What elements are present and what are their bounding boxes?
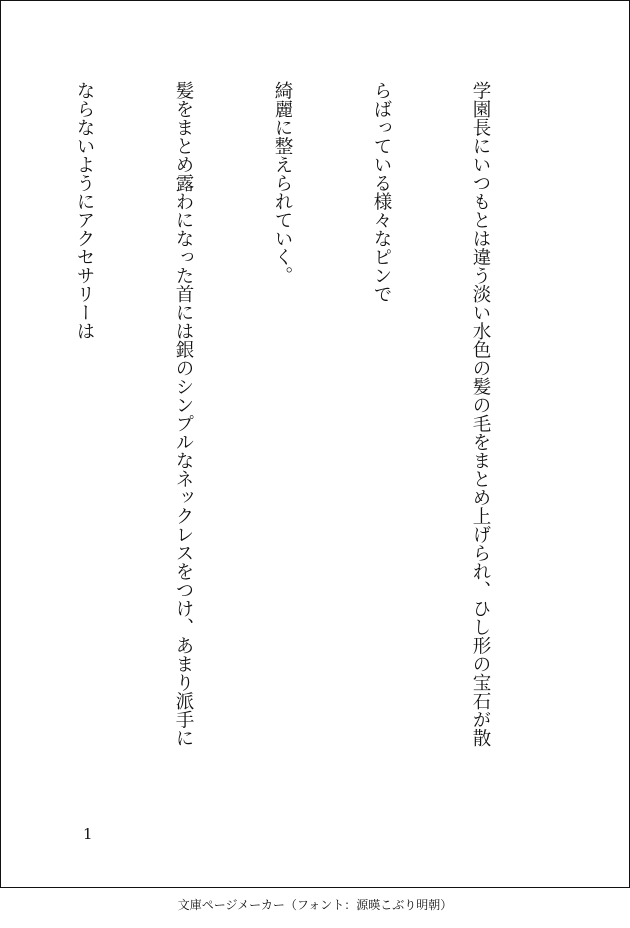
text-line-6 xyxy=(0,81,2,801)
text-line-2: らばっている様々なピンで xyxy=(371,81,392,303)
text-line-4: 髪をまとめ露わになった首には銀のシンプルなネックレスをつけ、あまり派手に xyxy=(173,81,194,747)
footer-caption: 文庫ページメーカー（フォント：源暎こぶり明朝） xyxy=(177,898,453,912)
text-line-1: 学園長にいつもとは違う淡い水色の髪の毛をまとめ上げられ、ひし形の宝石が散 xyxy=(470,81,491,747)
vertical-text-body xyxy=(0,81,563,801)
text-line-3: 綺麗に整えられていく。 xyxy=(272,81,293,285)
text-line-5: ならないようにアクセサリーは xyxy=(74,81,95,340)
page-number: 1 xyxy=(83,825,93,843)
